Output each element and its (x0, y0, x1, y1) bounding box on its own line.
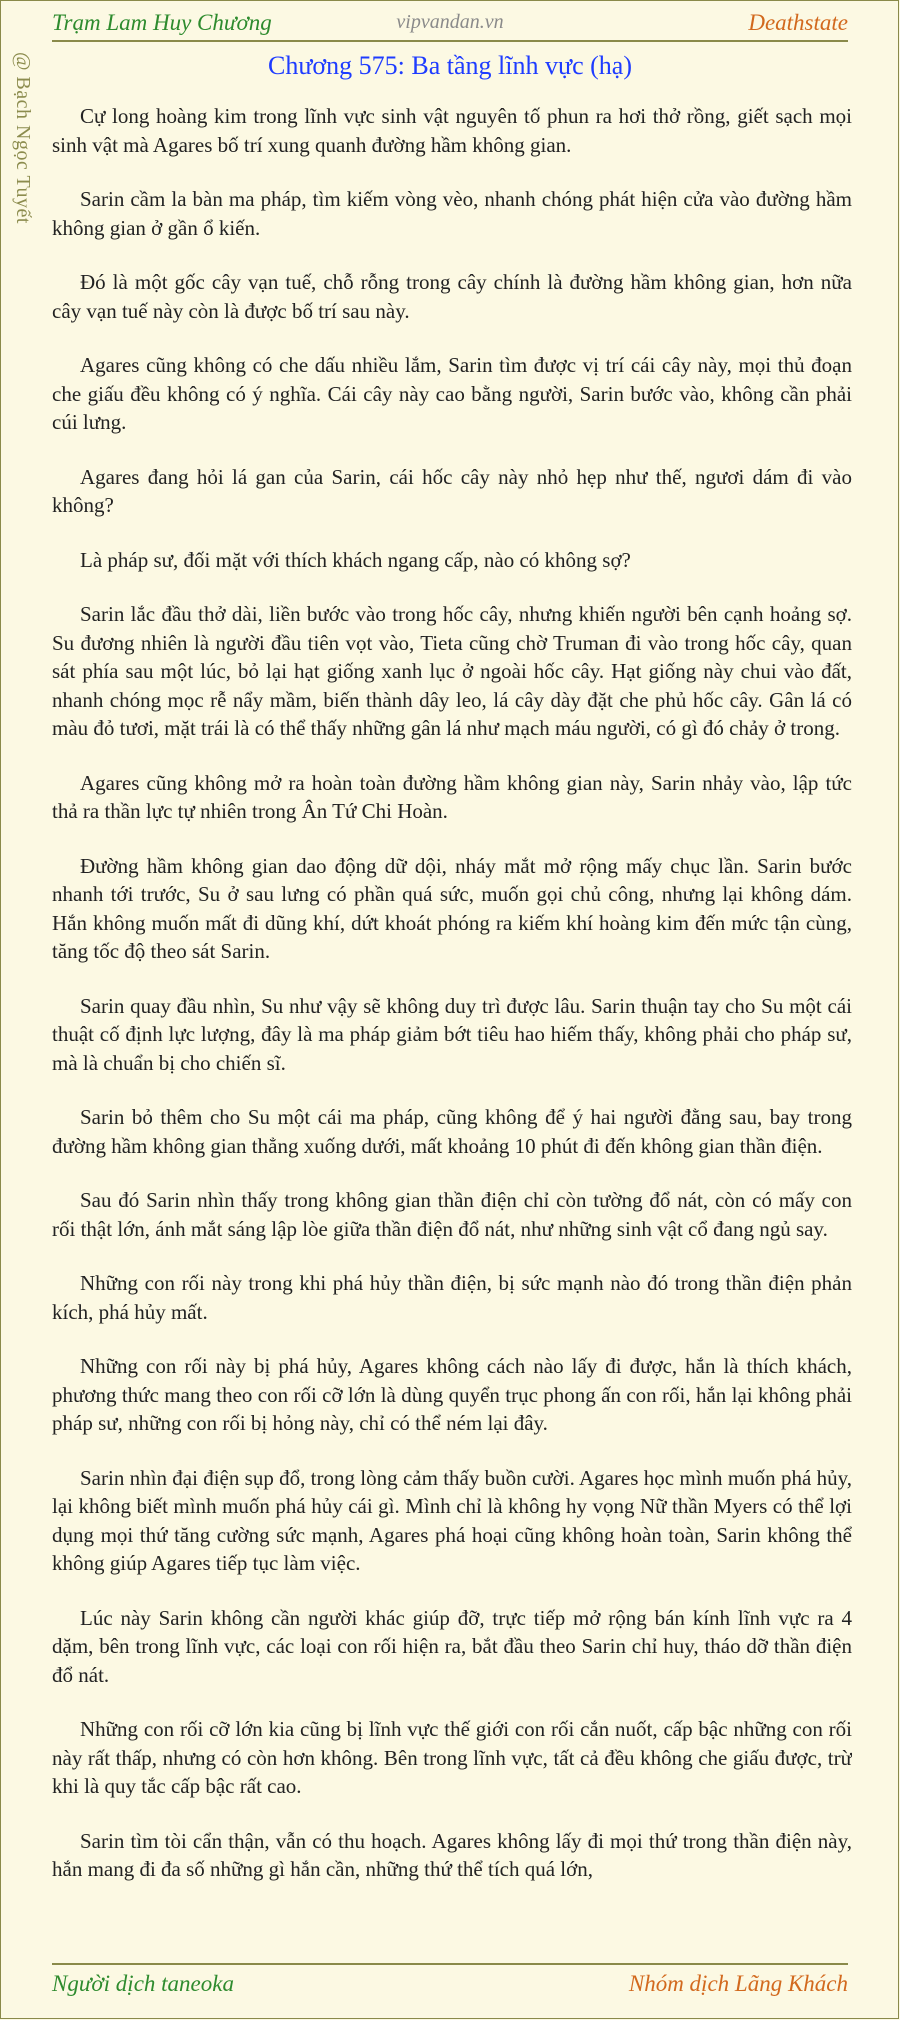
paragraph: Sarin nhìn đại điện sụp đổ, trong lòng cảm thấy buồn cười. Agares học mình muốn phá hủy, lại không biết mình muốn phá hủy cái gì. Mình chỉ là không hy vọng Nữ thần Myers có thể lợi dụng mọi thứ tăng cường sức mạnh, Agares phá hoại cũng không hoàn toàn, Sarin không thể không giúp Agares tiếp tục làm việc. (52, 1465, 852, 1575)
paragraph: Những con rối này trong khi phá hủy thần điện, bị sức mạnh nào đó trong thần điện phản kích, phá hủy mất. (52, 1271, 852, 1324)
chapter-title: Chương 575: Ba tầng lĩnh vực (hạ) (268, 51, 632, 80)
paragraph: Sarin tìm tòi cẩn thận, vẫn có thu hoạch. Agares không lấy đi mọi thứ trong thần điện này, hắn mang đi đa số những gì hắn cần, những thứ thể tích quá lớn, (52, 1828, 852, 1881)
side-watermark: @ Bạch Ngọc Tuyết (12, 52, 34, 224)
chapter-body (52, 102, 852, 1915)
paragraph: Đường hầm không gian dao động dữ dội, nháy mắt mở rộng mấy chục lần. Sarin bước nhanh tới trước, Su ở sau lưng có phần quá sức, muốn gọi chủ công, nhưng lại không dám. Hắn không muốn mất đi dũng khí, dứt khoát phóng ra kiếm khí hoàng kim đến mức tận cùng, tăng tốc độ theo sát Sarin. (52, 853, 852, 963)
paragraph: Sau đó Sarin nhìn thấy trong không gian thần điện chỉ còn tường đổ nát, còn có mấy con rối thật lớn, ánh mắt sáng lập lòe giữa thần điện đổ nát, như những sinh vật cổ đang ngủ say. (52, 1188, 852, 1241)
paragraph: Agares đang hỏi lá gan của Sarin, cái hốc cây này nhỏ hẹp như thế, ngươi dám đi vào không? (52, 464, 852, 517)
novel-title: Deathstate (748, 10, 848, 35)
paragraph: Những con rối này bị phá hủy, Agares không cách nào lấy đi được, hắn là thích khách, phương thức mang theo con rối cỡ lớn là dùng quyển trục phong ấn con rối, hắn lại không phải pháp sư, những con rối bị hỏng này, chỉ có thể ném lại đây. (52, 1354, 852, 1435)
paragraph: Agares cũng không có che dấu nhiều lắm, Sarin tìm được vị trí cái cây này, mọi thủ đoạn che giấu đều không có ý nghĩa. Cái cây này cao bằng người, Sarin bước vào, không cần phải cúi lưng. (52, 353, 852, 434)
paragraph: Sarin lắc đầu thở dài, liền bước vào trong hốc cây, nhưng khiến người bên cạnh hoảng sợ. Su đương nhiên là người đầu tiên vọt vào, Tieta cũng chờ Truman đi vào trong hốc cây, quan sát phía sau một lúc, bỏ lại hạt giống xanh lục ở ngoài hốc cây. Hạt giống này chui vào đất, nhanh chóng mọc rễ nẩy mầm, biến thành dây leo, lá cây dày đặt che phủ hốc cây. Gân lá có màu đỏ tươi, mặt trái là có thể thấy những gân lá như mạch máu người, có gì đó chảy ở trong. (52, 602, 852, 740)
paragraph: Là pháp sư, đối mặt với thích khách ngang cấp, nào có không sợ? (80, 547, 631, 572)
translation-group: Nhóm dịch Lãng Khách (628, 1971, 848, 1996)
paragraph: Lúc này Sarin không cần người khác giúp đỡ, trực tiếp mở rộng bán kính lĩnh vực ra 4 dặm, bên trong lĩnh vực, các loại con rối hiện ra, bắt đầu theo Sarin chỉ huy, tháo dỡ thần điện đổ nát. (52, 1605, 852, 1687)
translator-credit: Người dịch taneoka (52, 1971, 234, 1996)
paragraph: Sarin cầm la bàn ma pháp, tìm kiếm vòng vèo, nhanh chóng phát hiện cửa vào đường hầm không gian ở gần ổ kiến. (52, 187, 852, 240)
page-footer (52, 1963, 848, 2001)
paragraph: Sarin quay đầu nhìn, Su như vậy sẽ không duy trì được lâu. Sarin thuận tay cho Su một cái thuật cố định lực lượng, đây là ma pháp giảm bớt tiêu hao hiếm thấy, không phải cho pháp sư, mà là chuẩn bị cho chiến sĩ. (52, 993, 852, 1075)
paragraph: Đó là một gốc cây vạn tuế, chỗ rỗng trong cây chính là đường hầm không gian, hơn nữa cây vạn tuế này còn là được bố trí sau này. (52, 270, 852, 323)
page-header (52, 6, 848, 42)
paragraph: Những con rối cỡ lớn kia cũng bị lĩnh vực thế giới con rối cắn nuốt, cấp bậc những con rối này rất thấp, nhưng có còn hơn không. Bên trong lĩnh vực, tất cả đều không che giấu được, trừ khi là quy tắc cấp bậc rất cao. (52, 1717, 852, 1798)
paragraph: Agares cũng không mở ra hoàn toàn đường hầm không gian này, Sarin nhảy vào, lập tức thả ra thần lực tự nhiên trong Ân Tứ Chi Hoàn. (52, 770, 852, 823)
paragraph: Cự long hoàng kim trong lĩnh vực sinh vật nguyên tố phun ra hơi thở rồng, giết sạch mọi sinh vật mà Agares bố trí xung quanh đường hầm không gian. (52, 104, 852, 157)
paragraph: Sarin bỏ thêm cho Su một cái ma pháp, cũng không để ý hai người đằng sau, bay trong đường hầm không gian thẳng xuống dưới, mất khoảng 10 phút đi đến không gian thần điện. (52, 1105, 852, 1158)
site-url[interactable]: vipvandan.vn (396, 11, 504, 33)
site-name: Trạm Lam Huy Chương (52, 10, 272, 35)
